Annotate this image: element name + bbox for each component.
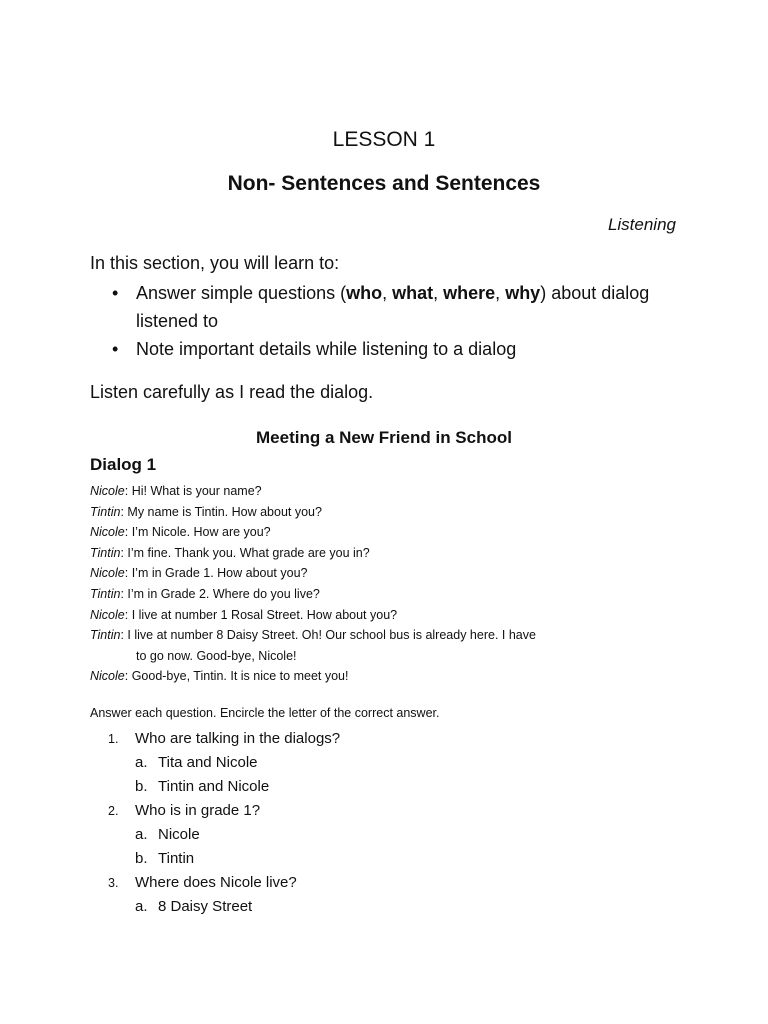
dialog-line	[90, 522, 536, 543]
answer-option[interactable]	[108, 751, 340, 775]
line-text: : I’m fine. Thank you. What grade are you in?	[120, 545, 370, 560]
dialog-line-continuation	[90, 646, 536, 667]
answer-option[interactable]	[108, 847, 340, 871]
dialog-line	[90, 543, 536, 564]
line-text: : I’m in Grade 2. Where do you live?	[120, 586, 320, 601]
question	[108, 871, 340, 895]
option-text: 8 Daisy Street	[158, 898, 253, 915]
line-text: : Hi! What is your name?	[124, 484, 262, 498]
answer-option[interactable]	[108, 823, 340, 847]
option-letter: b.	[135, 850, 148, 867]
question	[108, 727, 340, 751]
question-text: Who are talking in the dialogs?	[135, 730, 341, 747]
bullet: •	[112, 283, 119, 303]
dialog-lines	[90, 481, 536, 687]
keyword: why	[505, 283, 541, 303]
question-number: 1.	[108, 732, 119, 746]
option-text: Tita and Nicole	[158, 754, 258, 771]
objective-text-part: ) about dialog	[540, 283, 650, 303]
dialog-line	[90, 666, 536, 687]
speaker: Tintin	[90, 545, 121, 560]
line-text: to go now. Good-bye, Nicole!	[136, 648, 297, 663]
dialog-line	[90, 563, 536, 584]
objective-text: Note important details while listening to a dialog	[136, 339, 517, 359]
option-text: Tintin	[158, 850, 195, 867]
objective-continuation: listened to	[136, 311, 219, 331]
speaker: Nicole	[90, 525, 125, 540]
line-text: : My name is Tintin. How about you?	[120, 504, 322, 519]
intro-text: In this section, you will learn to:	[90, 253, 340, 273]
listen-instruction: Listen carefully as I read the dialog.	[90, 382, 374, 402]
speaker: Tintin	[90, 628, 121, 643]
speaker: Nicole	[90, 484, 125, 498]
speaker: Tintin	[90, 586, 121, 601]
line-text: : I’m in Grade 1. How about you?	[124, 566, 308, 581]
lesson-title: Non- Sentences and Sentences	[227, 172, 541, 195]
dialog-line	[90, 584, 536, 605]
keyword: where	[443, 283, 496, 303]
line-text: : Good-bye, Tintin. It is nice to meet you!	[124, 669, 349, 684]
option-letter: a.	[135, 898, 148, 915]
dialog-line	[90, 481, 536, 502]
separator: ,	[382, 283, 393, 303]
lesson-number: LESSON 1	[332, 128, 436, 151]
question	[108, 799, 340, 823]
question-list	[108, 727, 340, 919]
line-text: : I’m Nicole. How are you?	[124, 525, 271, 540]
answer-option[interactable]	[108, 895, 340, 919]
objective-item	[112, 279, 649, 335]
speaker: Nicole	[90, 607, 125, 622]
option-letter: a.	[135, 754, 148, 771]
objective-text-part: Answer simple questions (	[136, 283, 347, 303]
option-letter: b.	[135, 778, 148, 795]
option-letter: a.	[135, 826, 148, 843]
option-text: Tintin and Nicole	[158, 778, 270, 795]
separator: ,	[433, 283, 444, 303]
question-number: 2.	[108, 804, 119, 818]
option-text: Nicole	[158, 826, 200, 843]
speaker: Tintin	[90, 504, 121, 519]
line-text: : I live at number 1 Rosal Street. How about you?	[124, 607, 398, 622]
bullet: •	[112, 339, 119, 359]
answer-option[interactable]	[108, 775, 340, 799]
dialog-line	[90, 625, 536, 646]
speaker: Nicole	[90, 566, 125, 581]
speaker: Nicole	[90, 669, 125, 684]
question-text: Where does Nicole live?	[135, 874, 297, 891]
dialog-line	[90, 502, 536, 523]
line-text: : I live at number 8 Daisy Street. Oh! Our school bus is already here. I have	[120, 628, 536, 643]
keyword: what	[392, 283, 434, 303]
question-text: Who is in grade 1?	[135, 802, 261, 819]
objective-text	[136, 283, 649, 303]
dialog-title: Meeting a New Friend in School	[256, 428, 512, 447]
section-tag: Listening	[607, 215, 676, 234]
dialog-label: Dialog 1	[90, 455, 157, 474]
question-instruction: Answer each question. Encircle the letter of the correct answer.	[90, 706, 440, 720]
dialog-line	[90, 605, 536, 626]
separator: ,	[495, 283, 506, 303]
question-number: 3.	[108, 876, 119, 890]
objective-item	[112, 335, 516, 363]
keyword: who	[346, 283, 383, 303]
